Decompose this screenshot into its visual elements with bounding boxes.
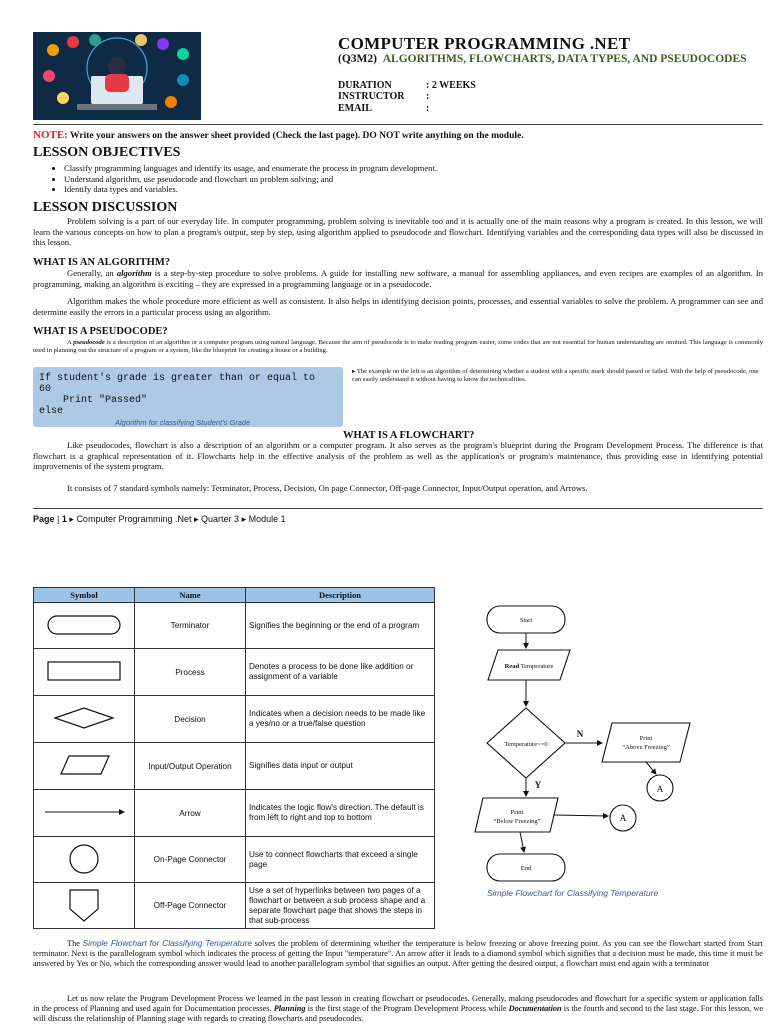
svg-text:A: A xyxy=(656,784,664,794)
chevron-right-icon: ▸ xyxy=(194,514,199,524)
note-label: NOTE: xyxy=(33,129,68,141)
flowchart-paragraph-2: It consists of 7 standard symbols namely: Terminator, Process, Decision, On page Connector, Off-page Connector, Input/Output operation, and Arrows. xyxy=(67,483,588,493)
algorithm-paragraph-1: Generally, an algorithm is a step-by-step procedure to solve problems. A guide for installing new software, a manual for assembling appliances, and even recipes are examples of an algorithm. In programming, making an algorithm is exciting – they are expressed in a programming language or in a pseudocode. xyxy=(33,268,764,289)
instructor-label: INSTRUCTOR xyxy=(338,91,405,102)
list-item: • Classify programming languages and identify its usage, and enumerate the process in program development. xyxy=(64,163,437,174)
process-symbol-icon xyxy=(34,649,135,696)
decision-symbol-icon xyxy=(34,696,135,743)
module-logo-illustration xyxy=(33,32,201,120)
table-row: Input/Output Operation Signifies data input or output xyxy=(34,743,435,790)
page-number: 1 xyxy=(61,514,67,524)
temperature-flowchart xyxy=(440,590,768,910)
chevron-right-icon: ▸ xyxy=(241,514,247,524)
discussion-heading: LESSON DISCUSSION xyxy=(33,200,178,215)
list-item: • Understand algorithm, use pseudocode and flowchart un problem solving; and xyxy=(64,174,437,185)
duration-row xyxy=(338,80,476,91)
table-row: Process Denotes a process to be done like addition or assignment of a variable xyxy=(34,649,435,696)
fc-end-label: End xyxy=(520,865,532,872)
footer-crumb: Module 1 xyxy=(248,514,286,524)
header-divider xyxy=(33,124,763,125)
fc-no-label: N xyxy=(576,729,584,739)
table-row: On-Page Connector Use to connect flowcharts that exceed a single page xyxy=(34,837,435,883)
algorithm-term: algorithm xyxy=(116,268,152,278)
page-label: Page xyxy=(33,514,55,524)
flowchart-heading: WHAT IS A FLOWCHART? xyxy=(343,430,475,441)
page-footer: Page | 1 ▸ Computer Programming .Net ▸ Quarter 3 ▸ Module 1 xyxy=(33,514,286,524)
off-page-connector-symbol-icon xyxy=(34,883,135,929)
print-above-output xyxy=(602,723,690,762)
terminator-symbol-icon xyxy=(34,603,135,649)
code-line: Print "Passed" xyxy=(39,395,148,406)
code-line: else xyxy=(39,406,64,417)
email-row xyxy=(338,103,430,114)
code-line: 60 xyxy=(39,384,52,395)
duration-value: : 2 WEEKS xyxy=(426,80,476,91)
algorithm-heading: WHAT IS AN ALGORITHM? xyxy=(33,257,171,268)
svg-text:Read Temperature: Read Temperature xyxy=(504,663,554,670)
flowchart-caption: Simple Flowchart for Classifying Temperature xyxy=(487,888,659,898)
instructor-row xyxy=(338,91,430,102)
module-subtitle xyxy=(338,53,763,65)
note-text: Write your answers on the answer sheet provided (Check the last page). DO NOT write anything on the module. xyxy=(67,131,524,141)
email-label: EMAIL xyxy=(338,103,372,114)
svg-text:A: A xyxy=(619,813,627,823)
code-line: If student's grade is greater than or equal to xyxy=(39,373,316,384)
closing-paragraph-2: Let us now relate the Program Development Process we learned in the past lesson in creating flowchart or pseudocodes. Generally, making pseudocodes and flowchart for a specific system or application falls in the process of Planning and used again for Documentation processes. Planning is the first stage of the Program Development Process while Documentation is the fourth and second to the last stage. For this lesson, we will discuss the relationship of Planning stage with regards to creating flowcharts and pseudocodes. xyxy=(33,994,763,1023)
discussion-intro: Problem solving is a part of our everyday life. In computer programming, problem solving is inevitable too and it is actually one of the main reasons why a program is created. In this lesson, we will learn the various concepts on how to plan a program's output, step by step, using algorithm applied to pseudocode and flowchart. Identifying variables and the corresponding data types will also be discussed in this lesson. xyxy=(33,216,763,247)
duration-label: DURATION xyxy=(338,80,392,91)
table-row: Decision Indicates when a decision needs to be made like a yes/no or a true/false question xyxy=(34,696,435,743)
input-output-symbol-icon xyxy=(34,743,135,790)
on-page-connector-symbol-icon xyxy=(34,837,135,883)
list-item: • Identify data types and variables. xyxy=(64,184,437,195)
course-title: COMPUTER PROGRAMMING .NET xyxy=(338,34,631,53)
objectives-list xyxy=(48,163,437,195)
email-value: : xyxy=(426,103,430,114)
pseudocode-heading: WHAT IS A PSEUDOCODE? xyxy=(33,326,168,337)
svg-text:Print: Print xyxy=(510,809,524,816)
flowchart-reference-link: Simple Flowchart for Classifying Temperature xyxy=(82,938,252,948)
pseudocode-side-note: ▸ The example on the left is an algorithm of determining whether a student with a specific mark should passed or failed. With the help of pseudocode, one can easily understand it without having to know the technicalities. xyxy=(352,368,759,383)
table-header-row xyxy=(34,588,435,603)
fc-read-label: Read xyxy=(504,663,520,670)
footer-crumb: Quarter 3 xyxy=(201,514,240,524)
algorithm-paragraph-2: Algorithm makes the whole procedure more efficient as well as consistent. It also helps in identifying decision points, processes, and essential variables to solve the problem. A programmer can see and determine easily the errors in a particular process using an algorithm. xyxy=(33,296,763,317)
fc-yes-label: Y xyxy=(534,780,542,790)
arrow-symbol-icon xyxy=(34,790,135,837)
chevron-right-icon: ▸ xyxy=(69,514,74,524)
pseudocode-example xyxy=(33,367,343,417)
closing-paragraph-1: The Simple Flowchart for Classifying Temperature solves the problem of determining whether the temperature is below freezing or above freezing point. As you can see the flowchart started from Start terminator. Next is the parallelogram symbol which indicates the process of getting the Input "temperature". An arrow after it leads to a diamond symbol which signifies that a decision must be made, this time it must be answered by Yes or No, which the corresponding answer would lead to another parallelogram symbol that signifies an output. After getting the desired output, a flowchart must end again with a terminator xyxy=(33,938,763,968)
column-header: Symbol xyxy=(34,588,135,603)
module-code: (Q3M2) xyxy=(338,53,377,65)
footer-crumb: Computer Programming .Net xyxy=(76,514,192,524)
table-row: Terminator Signifies the beginning or the end of a program xyxy=(34,603,435,649)
column-header: Description xyxy=(246,588,435,603)
pseudocode-term: pseudocode xyxy=(73,339,105,346)
pseudocode-paragraph: A pseudocode is a description of an algorithm or a computer program using natural language. Because the aim of pseudocode is to make reading program easier, some codes that are not essential for human understanding are omitted. This language is commonly used in planning out the structure of a program or a system, like the blueprint for creating a house or a building. xyxy=(33,339,763,354)
table-row: Off-Page Connector Use a set of hyperlinks between two pages of a flowchart or between a sub process shape and a separate flowchart page that shows the steps in that sub-process xyxy=(34,883,435,929)
module-topic: ALGORITHMS, FLOWCHARTS, DATA TYPES, AND PSEUDOCODES xyxy=(382,53,747,65)
fc-decision-label: Temperature<=0 xyxy=(504,741,548,748)
table-row: Arrow Indicates the logic flow's direction. The default is from left to right and top to bottom xyxy=(34,790,435,837)
arrow-bullet-icon: ▸ xyxy=(352,368,357,375)
fc-below-label: “Below Freezing” xyxy=(493,818,541,825)
fc-above-label: “Above Freezing” xyxy=(622,744,670,751)
objectives-heading: LESSON OBJECTIVES xyxy=(33,145,181,160)
note-banner xyxy=(33,129,524,141)
svg-text:Print: Print xyxy=(639,735,653,742)
fc-start-label: Start xyxy=(519,617,533,624)
flowchart-paragraph-1: Like pseudocodes, flowchart is also a description of an algorithm or a computer program. It also serves as the program's blueprint during the Program Development Process. The difference is that flowchart is a graphical representation of it. Flowcharts help in the effective analysis of the problem as well as the application's or program's maintenance, thus providing ease in identifying potential improvements of the system program. xyxy=(33,440,763,471)
pseudocode-caption: Algorithm for classifying Student's Grade xyxy=(115,418,251,427)
flowchart-symbols-table xyxy=(33,587,435,929)
instructor-value: : xyxy=(426,91,430,102)
column-header: Name xyxy=(135,588,246,603)
footer-divider xyxy=(33,508,763,509)
